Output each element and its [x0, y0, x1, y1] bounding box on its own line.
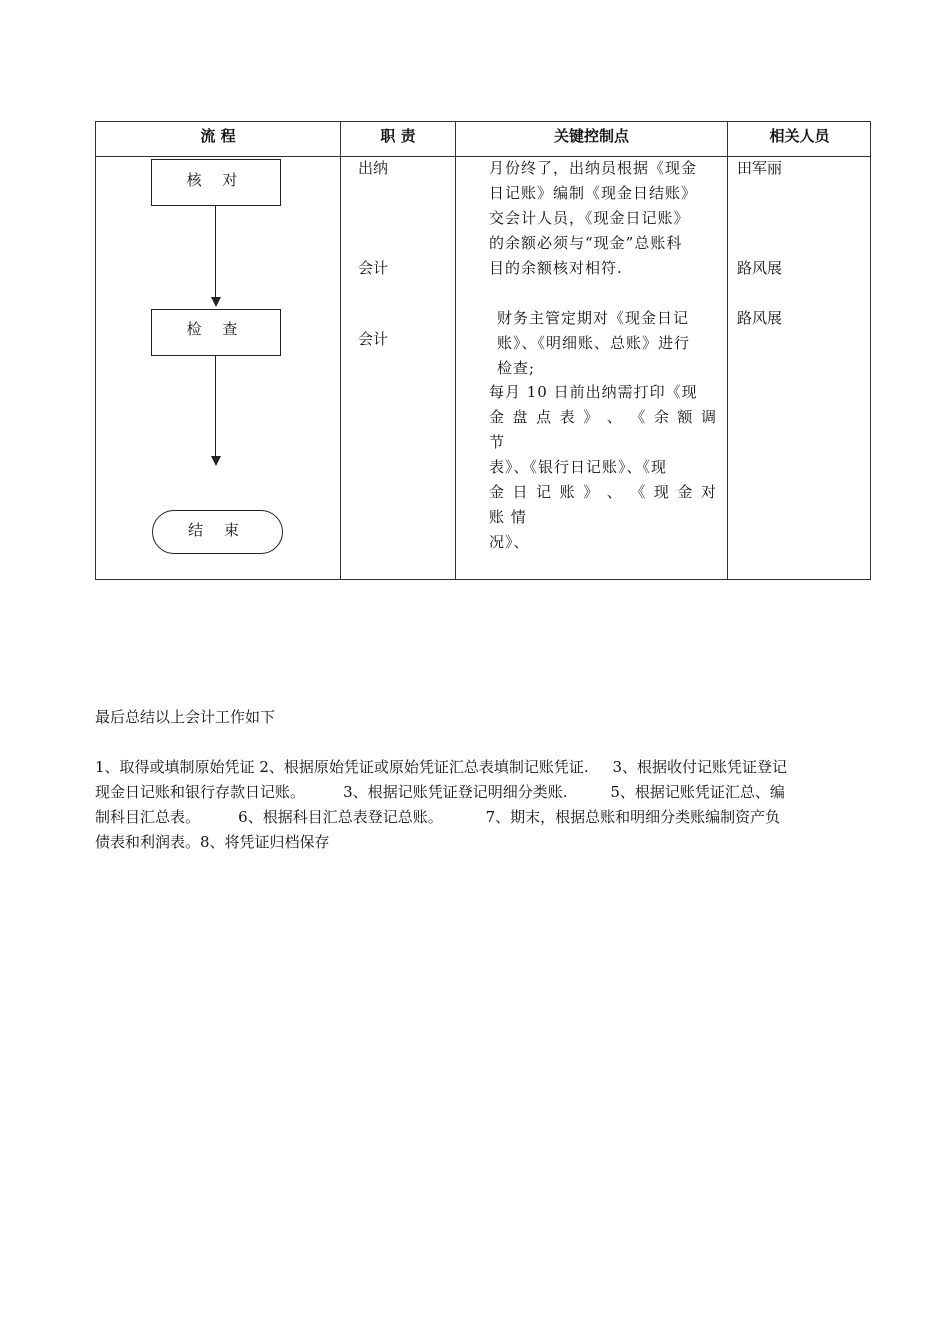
- person-name: 路风展: [737, 259, 783, 277]
- control-point-line: 目的余额核对相符.: [489, 259, 623, 277]
- control-point-line: 检查;: [497, 359, 536, 377]
- duty-accountant: 会计: [358, 259, 389, 277]
- column-divider: [455, 122, 456, 579]
- control-point-line: 金 盘 点 表 》 、 《 余 额 调 节: [489, 408, 717, 451]
- arrow-down-icon: [211, 297, 221, 307]
- flow-step-verify: 核 对: [151, 159, 281, 206]
- control-point-line: 日记账》编制《现金日结账》: [489, 184, 698, 202]
- person-name: 路风展: [737, 309, 783, 327]
- control-point-line: 月份终了，出纳员根据《现金: [489, 159, 698, 177]
- control-point-reconcile: [489, 156, 717, 281]
- control-point-line: 财务主管定期对《现金日记: [497, 309, 690, 327]
- column-divider: [340, 122, 341, 579]
- control-point-line: 账》、《明细账、总账》进行: [497, 334, 691, 352]
- summary-line: 现金日记账和银行存款日记账。 3、根据记账凭证登记明细分类账. 5、根据记账凭证汇总、编: [95, 783, 785, 801]
- control-point-line: 交会计人员，《现金日记账》: [489, 209, 690, 227]
- summary-heading: 最后总结以上会计工作如下: [95, 708, 276, 726]
- process-table: [95, 121, 871, 580]
- header-control-points: 关键控制点: [553, 127, 629, 145]
- control-point-print-reports: [489, 380, 717, 555]
- header-related-people: 相关人员: [769, 127, 830, 145]
- control-point-line: 况》、: [489, 533, 530, 551]
- duty-accountant: 会计: [358, 330, 389, 348]
- control-point-review: [497, 306, 717, 381]
- summary-body: [95, 755, 855, 855]
- flow-step-check: 检 查: [151, 309, 281, 356]
- summary-line: 1、取得或填制原始凭证 2、根据原始凭证或原始凭证汇总表填制记账凭证. 3、根据收付记账凭证登记: [95, 758, 788, 776]
- control-point-line: 金 日 记 账 》 、 《 现 金 对 账 情: [489, 483, 717, 526]
- flow-arrow-line: [215, 356, 216, 458]
- person-name: 田军丽: [737, 159, 783, 177]
- header-duty: 职 责: [380, 127, 416, 145]
- control-point-line: 的余额必须与“现金”总账科: [489, 234, 683, 252]
- arrow-down-icon: [211, 456, 221, 466]
- duty-cashier: 出纳: [358, 159, 389, 177]
- control-point-line: 每月 10 日前出纳需打印《现: [489, 383, 698, 401]
- header-flow: 流 程: [200, 127, 236, 145]
- control-point-line: 表》、《银行日记账》、《现: [489, 458, 668, 476]
- flow-arrow-line: [215, 206, 216, 298]
- column-divider: [727, 122, 728, 579]
- flow-end-terminal: 结 束: [152, 510, 283, 554]
- summary-line: 债表和利润表。8、将凭证归档保存: [95, 833, 330, 851]
- summary-line: 制科目汇总表。 6、根据科目汇总表登记总账。 7、期末，根据总账和明细分类账编制资产负: [95, 808, 781, 826]
